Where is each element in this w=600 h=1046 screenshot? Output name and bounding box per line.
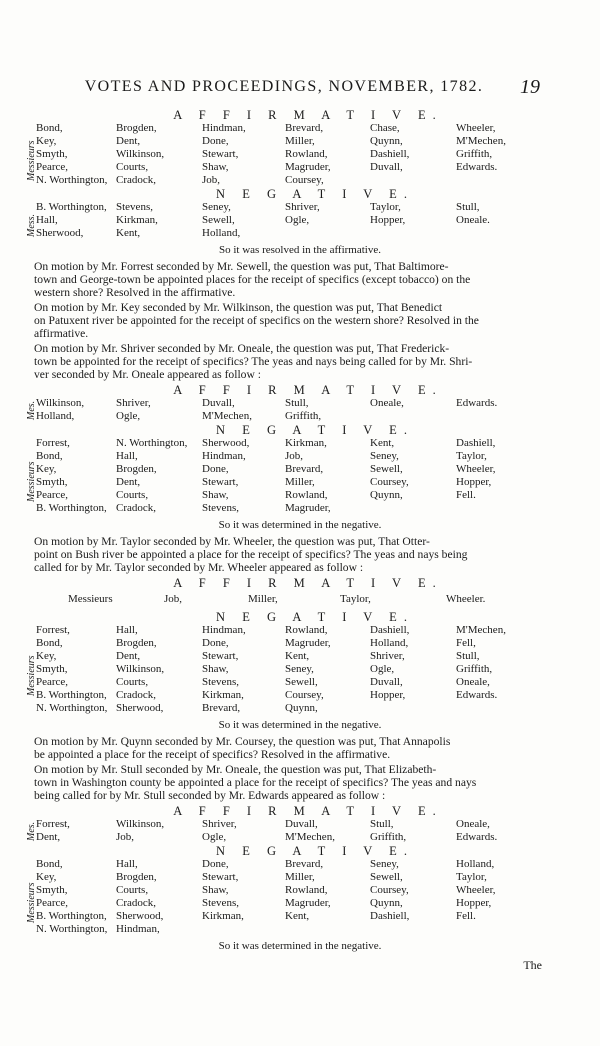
- messieurs-label: Messieurs: [26, 654, 37, 696]
- vote-row: [0, 590, 600, 610]
- member-name: Duvall,: [202, 397, 235, 409]
- motion-paragraph: [34, 763, 542, 802]
- motion-line: town in Washington county be appointed a place for the receipt of specifics? The yeas and nays: [34, 776, 477, 789]
- running-title: VOTES AND PROCEEDINGS, NOVEMBER, 1782.: [84, 78, 484, 95]
- messieurs-label: Messieurs: [26, 461, 37, 502]
- member-name: Coursey,: [285, 174, 324, 186]
- vote-table: [0, 858, 600, 936]
- member-name: Sewell,: [370, 463, 403, 475]
- member-name: Cradock,: [116, 174, 157, 186]
- member-name: Kirkman,: [202, 910, 244, 922]
- vote-row: [0, 624, 600, 637]
- member-name: Courts,: [116, 884, 149, 896]
- member-name: Rowland,: [285, 884, 328, 896]
- member-name: Dent,: [116, 135, 141, 147]
- member-name: Holland,: [456, 858, 495, 870]
- member-name: Oneale.: [456, 214, 490, 226]
- member-name: Dashiell,: [370, 910, 410, 922]
- member-name: Coursey,: [370, 476, 409, 488]
- member-name: Hindman,: [202, 450, 246, 462]
- member-name: Hall,: [116, 624, 138, 636]
- member-name: Ogle,: [285, 214, 310, 226]
- vote-result: So it was determined in the negative.: [218, 719, 382, 731]
- catchword: The: [523, 958, 542, 972]
- member-name: Miller,: [285, 135, 315, 147]
- motion-paragraph: [34, 301, 542, 340]
- member-name: Stewart,: [202, 871, 239, 883]
- vote-row: [0, 910, 600, 923]
- member-name: Job,: [202, 174, 221, 186]
- negative-heading: N E G A T I V E.: [216, 423, 414, 437]
- member-name: Hopper,: [456, 476, 492, 488]
- vote-row: [0, 702, 600, 715]
- member-name: Fell,: [456, 637, 476, 649]
- motion-line: On motion by Mr. Stull seconded by Mr. Oneale, the question was put, That Elizabeth-: [34, 763, 437, 776]
- vote-table: [0, 818, 600, 844]
- vote-row: [0, 489, 600, 502]
- member-name: Kent,: [116, 227, 141, 239]
- member-name: Oneale,: [456, 676, 490, 688]
- member-name: Stull,: [285, 397, 309, 409]
- vote-result: So it was determined in the negative.: [218, 519, 382, 531]
- vote-row: [0, 858, 600, 871]
- member-name: Quynn,: [370, 489, 403, 501]
- member-name: Griffith,: [370, 831, 407, 843]
- member-name: N. Worthington,: [116, 437, 188, 449]
- motion-line: western shore? Resolved in the affirmative.: [34, 286, 236, 299]
- vote-result: So it was determined in the negative.: [218, 940, 382, 952]
- member-name: Stewart,: [202, 650, 239, 662]
- motion-paragraph: [34, 260, 542, 299]
- member-name: B. Worthington,: [36, 689, 107, 701]
- vote-row: [0, 476, 600, 489]
- member-name: Smyth,: [36, 148, 68, 160]
- member-name: M'Mechen,: [285, 831, 335, 843]
- member-name: Sewell,: [285, 676, 318, 688]
- member-name: Magruder,: [285, 637, 331, 649]
- vote-row: [0, 161, 600, 174]
- motion-line: affirmative.: [34, 327, 89, 340]
- member-name: Griffith,: [456, 148, 493, 160]
- motion-line: be appointed a place for the receipt of specifics? Resolved in the affirmative.: [34, 748, 391, 761]
- vote-table: [0, 122, 600, 187]
- member-name: Sherwood,: [116, 702, 164, 714]
- member-name: Sherwood,: [116, 910, 164, 922]
- vote-row: [0, 884, 600, 897]
- negative-heading: N E G A T I V E.: [216, 187, 414, 201]
- member-name: Key,: [36, 135, 57, 147]
- member-name: Courts,: [116, 489, 149, 501]
- motion-line: town be appointed for the receipt of specifics? The yeas and nays being called for by Mr. Shri-: [34, 355, 473, 368]
- member-name: Hall,: [116, 450, 138, 462]
- member-name: Stevens,: [202, 676, 239, 688]
- member-name: Miller,: [248, 593, 278, 605]
- vote-row: [0, 818, 600, 831]
- vote-row: [0, 689, 600, 702]
- member-name: Seney,: [370, 450, 399, 462]
- member-name: Done,: [202, 637, 229, 649]
- member-name: Fell.: [456, 910, 476, 922]
- member-name: Forrest,: [36, 624, 70, 636]
- member-name: Rowland,: [285, 624, 328, 636]
- member-name: B. Worthington,: [36, 201, 107, 213]
- member-name: Bond,: [36, 858, 63, 870]
- messieurs-label: Mess.: [26, 213, 37, 237]
- member-name: Cradock,: [116, 689, 157, 701]
- member-name: Magruder,: [285, 502, 331, 514]
- member-name: Dent,: [116, 650, 141, 662]
- motion-line: On motion by Mr. Taylor seconded by Mr. Wheeler, the question was put, That Otter-: [34, 535, 430, 548]
- member-name: Chase,: [370, 122, 400, 134]
- member-name: Ogle,: [370, 663, 395, 675]
- member-name: Shriver,: [285, 201, 320, 213]
- motion-line: point on Bush river be appointed a place for the receipt of specifics? The yeas and nays being: [34, 548, 468, 561]
- member-name: Wilkinson,: [116, 818, 165, 830]
- member-name: Wilkinson,: [116, 663, 165, 675]
- member-name: M'Mechen,: [202, 410, 252, 422]
- motion-line: On motion by Mr. Forrest seconded by Mr. Sewell, the question was put, That Baltimore-: [34, 260, 449, 273]
- motion-line: On motion by Mr. Shriver seconded by Mr. Oneale, the question was put, That Frederick-: [34, 342, 450, 355]
- motion-line: called for by Mr. Taylor seconded by Mr. Wheeler appeared as follow :: [34, 561, 364, 574]
- member-name: Taylor,: [456, 871, 487, 883]
- motion-line: town and George-town be appointed places for the receipt of specifics (except tobacco) on the: [34, 273, 471, 286]
- messieurs-label: Messieurs: [26, 139, 37, 181]
- member-name: Stewart,: [202, 476, 239, 488]
- member-name: Job,: [164, 593, 183, 605]
- member-name: Dashiell,: [370, 624, 410, 636]
- member-name: Sherwood,: [36, 227, 84, 239]
- member-name: Key,: [36, 871, 57, 883]
- member-name: Brevard,: [285, 463, 324, 475]
- member-name: Sherwood,: [202, 437, 250, 449]
- member-name: Duvall,: [370, 676, 403, 688]
- member-name: Kirkman,: [285, 437, 327, 449]
- member-name: Edwards.: [456, 397, 498, 409]
- motion-paragraph: [34, 735, 542, 761]
- member-name: Coursey,: [285, 689, 324, 701]
- affirmative-heading: A F F I R M A T I V E.: [173, 804, 443, 818]
- motion-line: ver seconded by Mr. Oneale appeared as follow :: [34, 368, 261, 381]
- member-name: N. Worthington,: [36, 174, 108, 186]
- member-name: Quynn,: [285, 702, 318, 714]
- vote-row: [0, 450, 600, 463]
- member-name: Rowland,: [285, 148, 328, 160]
- member-name: Job,: [285, 450, 304, 462]
- member-name: Kent,: [370, 437, 395, 449]
- vote-row: [0, 397, 600, 410]
- member-name: Hopper,: [370, 689, 406, 701]
- vote-row: [0, 227, 600, 240]
- motion-line: on Patuxent river be appointed for the receipt of specifics on the western shore? Resolved in the: [34, 314, 479, 327]
- member-name: Hopper,: [370, 214, 406, 226]
- vote-row: [0, 502, 600, 515]
- member-name: Wilkinson,: [36, 397, 85, 409]
- member-name: B. Worthington,: [36, 502, 107, 514]
- motion-line: On motion by Mr. Key seconded by Mr. Wilkinson, the question was put, That Benedict: [34, 301, 443, 314]
- messieurs-label: Mes.: [26, 400, 37, 420]
- messieurs-label: Messieurs: [68, 593, 113, 605]
- member-name: Holland,: [36, 410, 75, 422]
- member-name: Seney,: [202, 201, 231, 213]
- member-name: Duvall,: [370, 161, 403, 173]
- member-name: Holland,: [202, 227, 241, 239]
- affirmative-heading: A F F I R M A T I V E.: [173, 383, 443, 397]
- member-name: Brogden,: [116, 871, 157, 883]
- member-name: Kent,: [285, 650, 310, 662]
- member-name: Griffith,: [285, 410, 322, 422]
- member-name: Stevens,: [202, 897, 239, 909]
- page-number: 19: [520, 76, 540, 98]
- member-name: Seney,: [370, 858, 399, 870]
- member-name: Shriver,: [116, 397, 151, 409]
- motion-paragraph: [34, 535, 542, 574]
- member-name: N. Worthington,: [36, 702, 108, 714]
- member-name: Brevard,: [285, 122, 324, 134]
- page-header: [0, 78, 600, 100]
- negative-heading: N E G A T I V E.: [216, 844, 414, 858]
- vote-row: [0, 174, 600, 187]
- member-name: Hall,: [116, 858, 138, 870]
- member-name: Smyth,: [36, 663, 68, 675]
- member-name: B. Worthington,: [36, 910, 107, 922]
- member-name: Coursey,: [370, 884, 409, 896]
- vote-row: [0, 871, 600, 884]
- member-name: Dent,: [36, 831, 61, 843]
- member-name: Cradock,: [116, 502, 157, 514]
- member-name: Pearce,: [36, 161, 69, 173]
- member-name: Oneale,: [456, 818, 490, 830]
- vote-row: [0, 437, 600, 450]
- affirmative-heading: A F F I R M A T I V E.: [173, 108, 443, 122]
- messieurs-label: Mes.: [26, 821, 37, 841]
- member-name: Taylor,: [370, 201, 401, 213]
- member-name: Magruder,: [285, 897, 331, 909]
- vote-table: [0, 397, 600, 423]
- member-name: Dashiell,: [370, 148, 410, 160]
- vote-row: [0, 637, 600, 650]
- member-name: Job,: [116, 831, 135, 843]
- member-name: Courts,: [116, 676, 149, 688]
- vote-table: [0, 624, 600, 715]
- member-name: Kent,: [285, 910, 310, 922]
- member-name: Key,: [36, 650, 57, 662]
- member-name: Dent,: [116, 476, 141, 488]
- member-name: Oneale,: [370, 397, 404, 409]
- vote-row: [0, 831, 600, 844]
- member-name: Bond,: [36, 637, 63, 649]
- member-name: Bond,: [36, 450, 63, 462]
- member-name: Courts,: [116, 161, 149, 173]
- member-name: Griffith,: [456, 663, 493, 675]
- member-name: Miller,: [285, 871, 315, 883]
- member-name: Pearce,: [36, 676, 69, 688]
- member-name: Shaw,: [202, 663, 229, 675]
- motion-line: On motion by Mr. Quynn seconded by Mr. Coursey, the question was put, That Annapolis: [34, 735, 451, 748]
- vote-row: [0, 897, 600, 910]
- member-name: Hopper,: [456, 897, 492, 909]
- motion-line: being called for by Mr. Stull seconded by Mr. Edwards appeared as follow :: [34, 789, 386, 802]
- vote-row: [0, 201, 600, 214]
- affirmative-heading: A F F I R M A T I V E.: [173, 576, 443, 590]
- member-name: Shaw,: [202, 884, 229, 896]
- member-name: Hall,: [36, 214, 58, 226]
- member-name: Shaw,: [202, 161, 229, 173]
- member-name: Smyth,: [36, 476, 68, 488]
- member-name: Magruder,: [285, 161, 331, 173]
- member-name: Brevard,: [202, 702, 241, 714]
- vote-row: [0, 148, 600, 161]
- vote-row: [0, 214, 600, 227]
- motion-paragraph: [34, 342, 542, 381]
- member-name: Hindman,: [116, 923, 160, 935]
- member-name: Bond,: [36, 122, 63, 134]
- member-name: N. Worthington,: [36, 923, 108, 935]
- member-name: Edwards.: [456, 161, 498, 173]
- member-name: Kirkman,: [202, 689, 244, 701]
- member-name: Brevard,: [285, 858, 324, 870]
- member-name: Edwards.: [456, 689, 498, 701]
- member-name: Hindman,: [202, 624, 246, 636]
- member-name: Forrest,: [36, 437, 70, 449]
- negative-heading: N E G A T I V E.: [216, 610, 414, 624]
- member-name: Stull,: [456, 201, 480, 213]
- member-name: Shriver,: [370, 650, 405, 662]
- page-content: [0, 108, 600, 954]
- vote-table: [0, 437, 600, 515]
- member-name: Stull,: [370, 818, 394, 830]
- member-name: Sewell,: [370, 871, 403, 883]
- vote-row: [0, 135, 600, 148]
- member-name: Stevens,: [116, 201, 153, 213]
- member-name: Done,: [202, 463, 229, 475]
- member-name: Miller,: [285, 476, 315, 488]
- member-name: Stull,: [456, 650, 480, 662]
- member-name: Wheeler,: [456, 122, 496, 134]
- member-name: Shaw,: [202, 489, 229, 501]
- member-name: Sewell,: [202, 214, 235, 226]
- member-name: Brogden,: [116, 463, 157, 475]
- member-name: Brogden,: [116, 122, 157, 134]
- member-name: Fell.: [456, 489, 476, 501]
- vote-row: [0, 923, 600, 936]
- vote-row: [0, 410, 600, 423]
- member-name: Quynn,: [370, 897, 403, 909]
- member-name: M'Mechen,: [456, 624, 506, 636]
- member-name: Wilkinson,: [116, 148, 165, 160]
- member-name: Stevens,: [202, 502, 239, 514]
- member-name: Wheeler.: [446, 593, 486, 605]
- member-name: Brogden,: [116, 637, 157, 649]
- member-name: Edwards.: [456, 831, 498, 843]
- member-name: Dashiell,: [456, 437, 496, 449]
- member-name: Done,: [202, 858, 229, 870]
- member-name: Stewart,: [202, 148, 239, 160]
- member-name: Done,: [202, 135, 229, 147]
- messieurs-label: Messieurs: [26, 882, 37, 923]
- vote-row: [0, 676, 600, 689]
- member-name: Cradock,: [116, 897, 157, 909]
- member-name: Wheeler,: [456, 884, 496, 896]
- member-name: Taylor,: [456, 450, 487, 462]
- vote-row: [0, 663, 600, 676]
- vote-row: [0, 122, 600, 135]
- member-name: Ogle,: [116, 410, 141, 422]
- member-name: Seney,: [285, 663, 314, 675]
- member-name: Pearce,: [36, 489, 69, 501]
- member-name: Smyth,: [36, 884, 68, 896]
- member-name: Key,: [36, 463, 57, 475]
- member-name: M'Mechen,: [456, 135, 506, 147]
- member-name: Taylor,: [340, 593, 371, 605]
- vote-row: [0, 463, 600, 476]
- member-name: Rowland,: [285, 489, 328, 501]
- member-name: Forrest,: [36, 818, 70, 830]
- member-name: Ogle,: [202, 831, 227, 843]
- vote-result: So it was resolved in the affirmative.: [218, 244, 381, 256]
- member-name: Duvall,: [285, 818, 318, 830]
- member-name: Pearce,: [36, 897, 69, 909]
- member-name: Shriver,: [202, 818, 237, 830]
- member-name: Holland,: [370, 637, 409, 649]
- member-name: Quynn,: [370, 135, 403, 147]
- vote-table: [0, 201, 600, 240]
- member-name: Kirkman,: [116, 214, 158, 226]
- vote-row: [0, 650, 600, 663]
- member-name: Wheeler,: [456, 463, 496, 475]
- member-name: Hindman,: [202, 122, 246, 134]
